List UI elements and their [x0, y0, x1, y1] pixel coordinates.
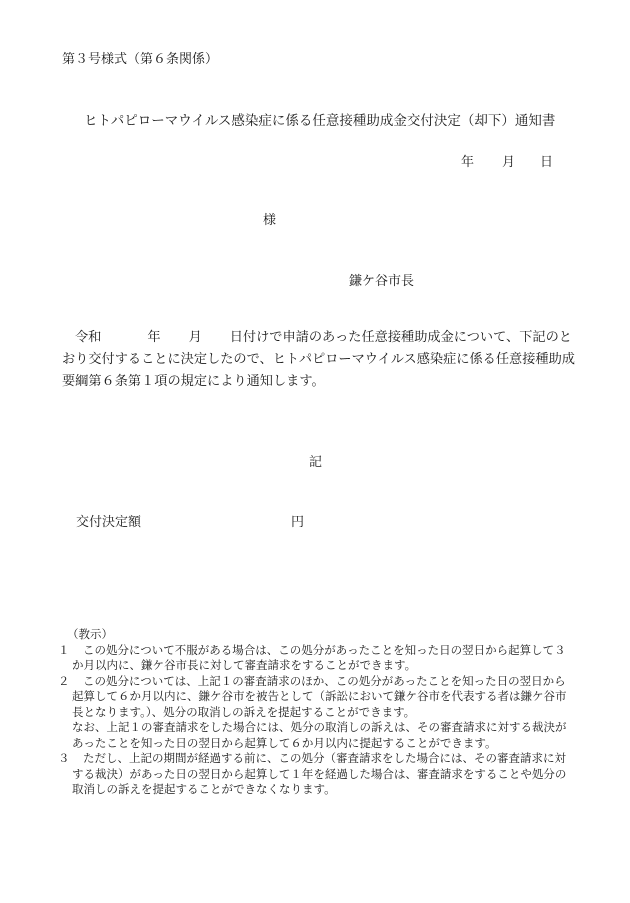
- date-year-label: 年: [461, 155, 475, 170]
- ki-heading: 記: [309, 455, 323, 470]
- amount-label: 交付決定額: [76, 515, 142, 530]
- notice-item-text: なお、上記１の審査請求をした場合には、処分の取消しの訴えは、その審査請求に対する裁決があったことを知った日の翌日から起算して６か月以内に提起することができます。: [72, 720, 567, 750]
- notice-item: [58, 751, 568, 798]
- body-era: 令和: [75, 330, 102, 345]
- document-title: ヒトパピローマウイルス感染症に係る任意接種助成金交付決定（却下）通知書: [84, 113, 556, 129]
- notice-item-number: ２: [58, 673, 70, 688]
- notice-item-text: ただし、上記の期間が経過する前に、この処分（審査請求をした場合には、その審査請求に対する裁決）があった日の翌日から起算して１年を経過した場合は、審査請求をすることや処分の取消しの訴えを提起することができなくなります。: [72, 751, 567, 796]
- body-year-label: 年: [147, 330, 161, 345]
- notice-item-text: この処分について不服がある場合は、この処分があったことを知った日の翌日から起算して３か月以内に、鎌ケ谷市長に対して審査請求をすることができます。: [72, 642, 566, 672]
- body-text: 日付けで申請のあった任意接種助成金について、下記のとおり交付することに決定したので、ヒトパピローマウイルス感染症に係る任意接種助成要綱第６条第１項の規定により通知します。: [62, 330, 575, 389]
- notice-item-number: １: [58, 642, 70, 657]
- notice-heading: （教示）: [67, 627, 113, 641]
- body-month-label: 月: [188, 330, 202, 345]
- form-number: 第３号様式（第６条関係）: [62, 52, 219, 67]
- date-month-label: 月: [502, 155, 516, 170]
- date-day-label: 日: [540, 155, 554, 170]
- notice-item-number: ３: [58, 751, 70, 765]
- notification-body: [62, 327, 582, 393]
- notice-item: [58, 643, 568, 674]
- appeal-notice: [58, 627, 568, 798]
- notice-item-text: この処分については、上記１の審査請求のほか、この処分があったことを知った日の翌日から起算して６か月以内に、鎌ケ谷市を被告として（訴訟において鎌ケ谷市を代表する者は鎌ケ谷市長となります。）、処分の取消しの訴えを提起することができます。: [72, 673, 567, 719]
- notice-item: [58, 674, 568, 752]
- sender-name: 鎌ケ谷市長: [349, 274, 415, 289]
- amount-unit: 円: [291, 515, 305, 530]
- recipient-honorific: 様: [263, 213, 277, 228]
